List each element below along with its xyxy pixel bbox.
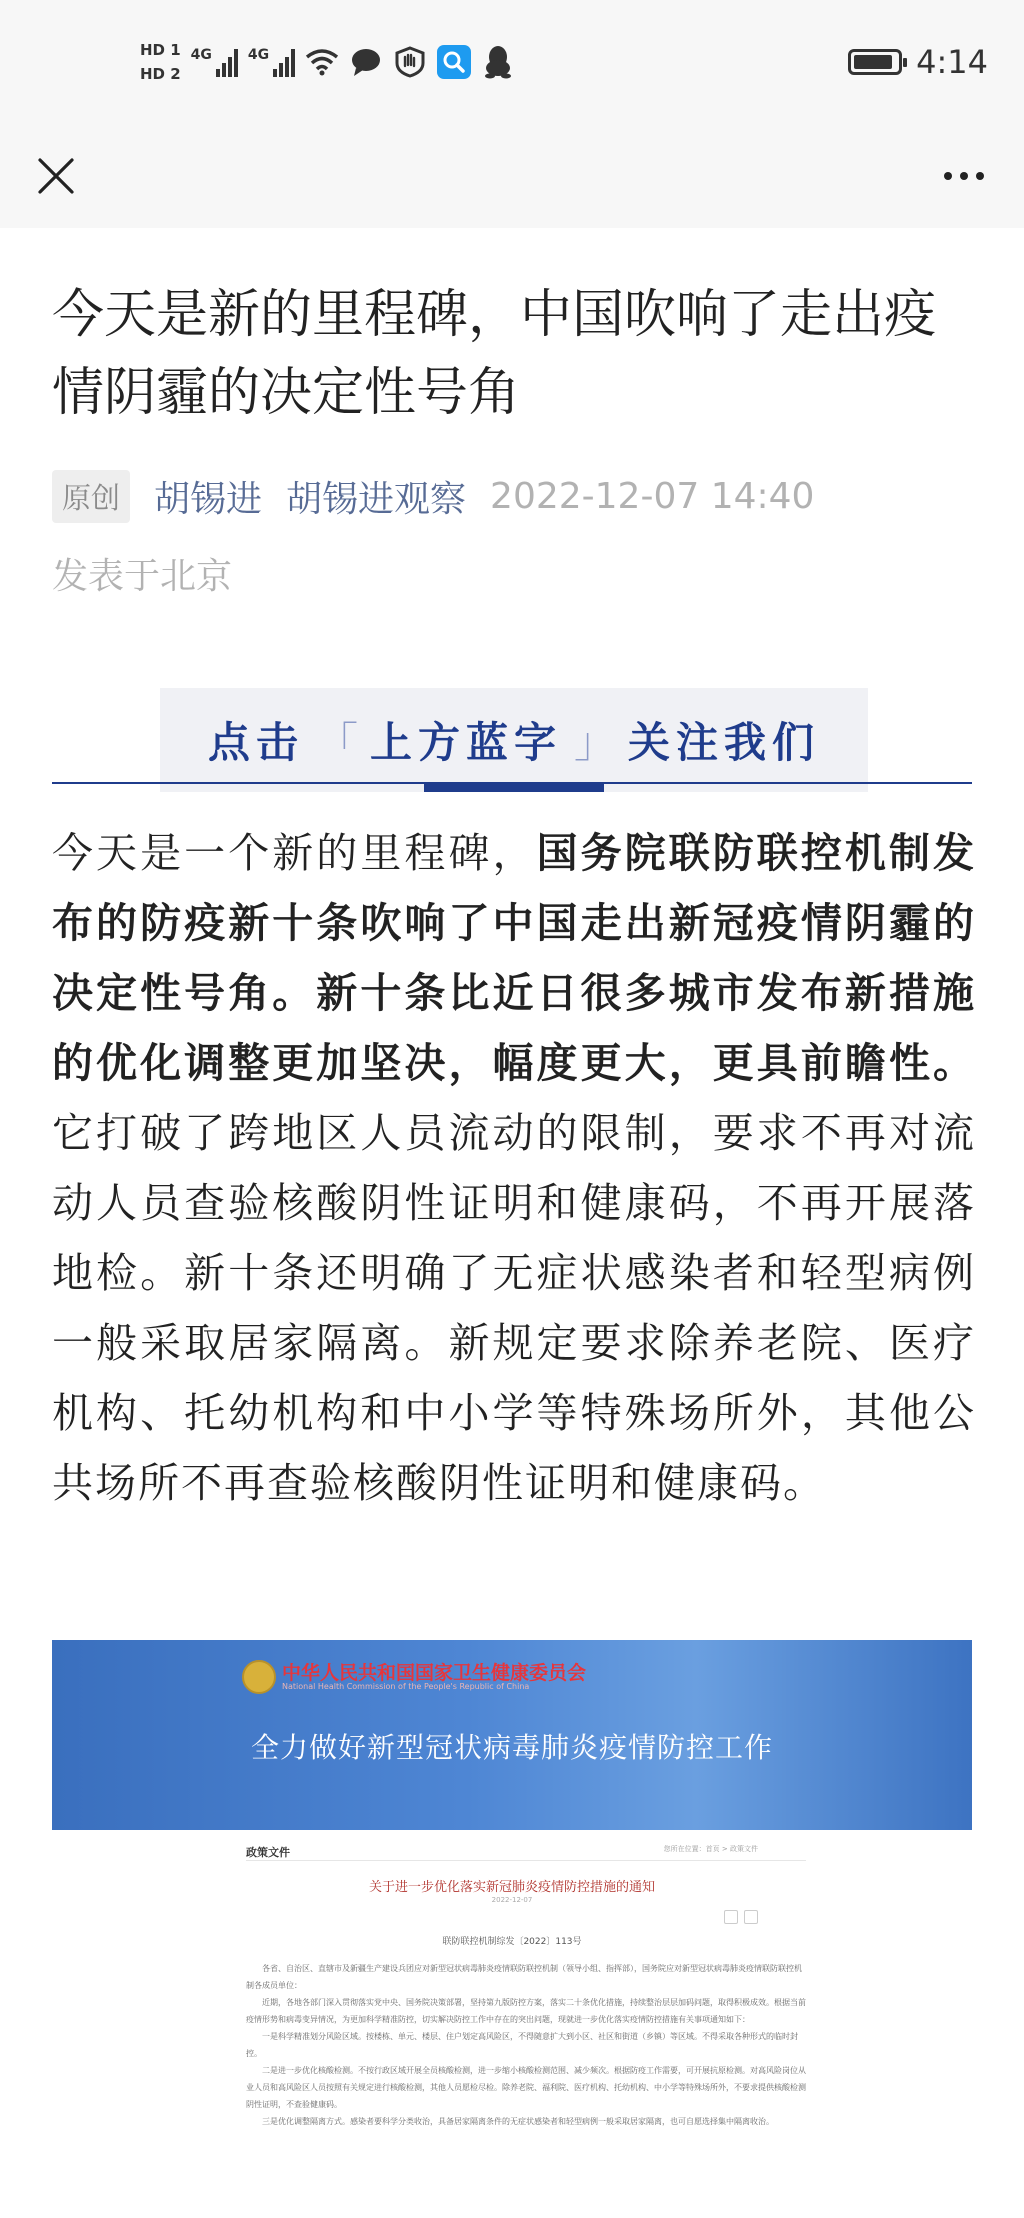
hd-indicators (140, 41, 181, 83)
article-title: 今天是新的里程碑，中国吹响了走出疫情阴霾的决定性号角 (52, 285, 937, 423)
publish-date: 2022-12-07 14:40 (490, 476, 815, 517)
doc-paragraph: 一是科学精准划分风险区域。按楼栋、单元、楼层、住户划定高风险区，不得随意扩大到小区、社区和街道（乡镇）等区域。不得采取各种形式的临时封控。 (246, 2032, 798, 2058)
more-options-button[interactable] (932, 148, 996, 204)
body-text-rest: 它打破了跨地区人员流动的限制，要求不再对流动人员查验核酸阴性证明和健康码，不再开展落地检。新十条还明确了无症状感染者和轻型病例一般采取居家隔离。新规定要求除养老院、医疗机构、托幼机构和中小学等特殊场所外，其他公共场所不再查验核酸阴性证明和健康码。 (52, 1109, 976, 1507)
signal-sim1-icon: 4G (191, 47, 238, 77)
body-text-bold: 国务院联防联控机制发布的防疫新十条吹响了中国走出新冠疫情阴霾的决定性号角。新十条比近日很多城市发布新措施的优化调整更加坚决，幅度更大，更具前瞻性。 (52, 829, 977, 1087)
doc-paragraph: 近期，各地各部门深入贯彻落实党中央、国务院决策部署，坚持第九版防控方案，落实二十条优化措施，持续整治层层加码问题，取得积极成效。根据当前疫情形势和病毒变异情况，为更加科学精准防控，切实解决防控工作中存在的突出问题，现就进一步优化落实疫情防控措施有关事项通知如下： (246, 1998, 806, 2024)
author-link[interactable]: 胡锡进 (154, 479, 263, 520)
banner-slogan: 全力做好新型冠状病毒肺炎疫情防控工作 (250, 1731, 773, 1764)
more-dots-icon (944, 172, 952, 180)
account-name-link[interactable]: 胡锡进观察 (286, 479, 467, 520)
follow-prefix: 点击 (207, 718, 304, 767)
follow-suffix: 关注我们 (628, 718, 821, 767)
share-icon (744, 1910, 758, 1924)
original-badge: 原创 (52, 470, 130, 523)
follow-highlight: 上方蓝字 (369, 718, 562, 767)
bracket-close-icon: 」 (574, 718, 617, 767)
nhc-org-name: 中华人民共和国国家卫生健康委员会 (282, 1662, 587, 1684)
doc-paragraph: 三是优化调整隔离方式。感染者要科学分类收治，具备居家隔离条件的无症状感染者和轻型病例一般采取居家隔离，也可自愿选择集中隔离收治。 (262, 2117, 774, 2126)
doc-title: 关于进一步优化落实新冠肺炎疫情防控措施的通知 (368, 1880, 655, 1895)
doc-date: 2022-12-07 (491, 1896, 533, 1904)
status-icons-right (848, 40, 988, 84)
bracket-open-icon: 「 (315, 718, 358, 767)
doc-paragraph: 各省、自治区、直辖市及新疆生产建设兵团应对新型冠状病毒肺炎疫情联防联控机制（领导小组、指挥部），国务院应对新型冠状病毒肺炎疫情联防联控机制各成员单位： (246, 1964, 802, 1990)
nhc-banner (52, 1640, 972, 1830)
close-icon (36, 156, 76, 196)
follow-banner (160, 688, 868, 792)
publish-location: 发表于北京 (52, 556, 233, 597)
doc-text (246, 1960, 806, 2130)
search-app-icon (437, 45, 471, 79)
qq-penguin-icon (481, 45, 515, 79)
doc-section-title: 政策文件 (246, 1846, 290, 1859)
nhc-org-name-en: National Health Commission of the People's Republic of China (282, 1682, 530, 1691)
doc-tools (724, 1910, 758, 1924)
signal-sim2-icon: 4G (248, 47, 295, 77)
notice-document (52, 1830, 972, 2218)
print-icon (724, 1910, 738, 1924)
status-time: 4:14 (916, 43, 988, 81)
article-image-nhc-notice[interactable] (52, 1640, 972, 2218)
doc-divider (246, 1860, 806, 1861)
national-emblem-icon (242, 1660, 276, 1694)
doc-breadcrumb: 您所在位置：首页 > 政策文件 (663, 1845, 758, 1853)
hd1-indicator: HD 1 (140, 41, 181, 59)
body-text-intro: 今天是一个新的里程碑， (52, 829, 537, 877)
nav-bar (0, 124, 1024, 228)
close-button[interactable] (28, 148, 84, 204)
doc-ref-number: 联防联控机制综发〔2022〕113号 (442, 1937, 582, 1947)
battery-icon (848, 49, 902, 75)
status-icons-left (140, 30, 515, 94)
message-bubble-icon (349, 45, 383, 79)
hd2-indicator: HD 2 (140, 65, 181, 83)
status-bar (0, 0, 1024, 124)
wifi-icon (305, 45, 339, 79)
article-body-paragraph (52, 818, 976, 1518)
doc-paragraph: 二是进一步优化核酸检测。不按行政区域开展全员核酸检测，进一步缩小核酸检测范围、减少频次。根据防疫工作需要，可开展抗原检测。对高风险岗位从业人员和高风险区人员按照有关规定进行核酸检测，其他人员愿检尽检。除养老院、福利院、医疗机构、托幼机构、中小学等特殊场所外，不要求提供核酸检测阴性证明，不查验健康码。 (246, 2066, 806, 2109)
hand-shield-icon (393, 45, 427, 79)
follow-divider-accent (424, 782, 604, 792)
article-meta (52, 470, 982, 523)
